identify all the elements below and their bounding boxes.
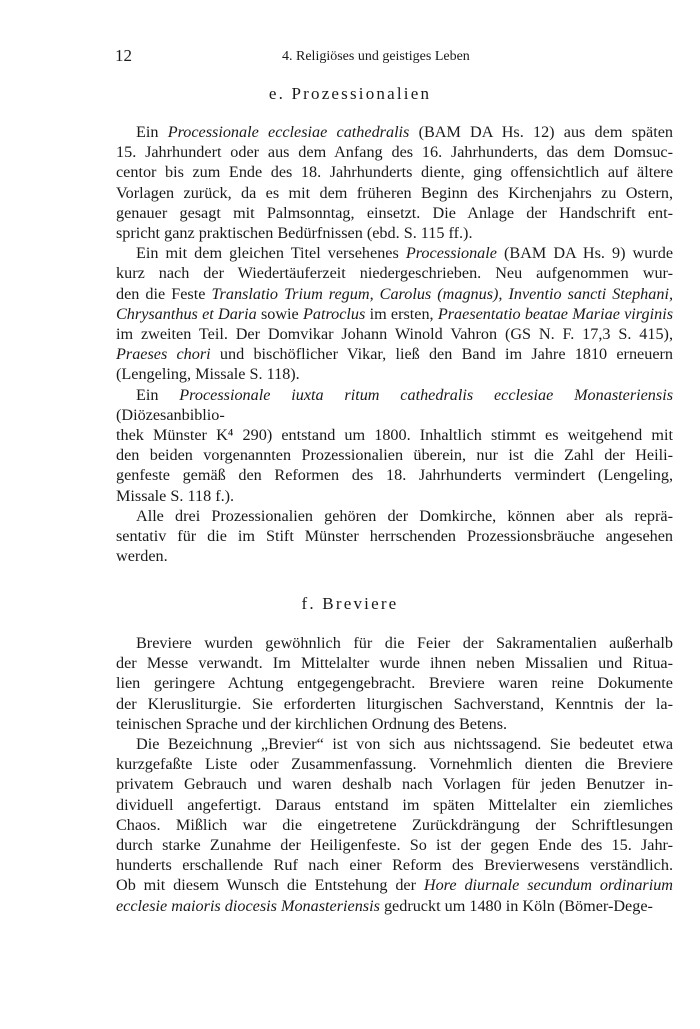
text-run: Ein	[136, 385, 180, 404]
italic-title: Chrysanthus et Daria	[116, 304, 257, 323]
text-line	[116, 465, 673, 485]
text-run: genauer gesagt mit Palmsonntag, einsetzt. Die Anlage der Handschrift ent-	[116, 203, 673, 222]
text-run: kurz nach der Wiedertäuferzeit niedergeschrieben. Neu aufgenommen wur-	[116, 264, 673, 283]
text-run: genfeste gemäß den Reformen des 18. Jahrhunderts vermindert (Lengeling,	[116, 466, 673, 485]
text-line	[116, 122, 673, 142]
text-run: sowie	[256, 304, 303, 323]
text-line	[116, 633, 673, 653]
text-line	[116, 795, 673, 815]
text-line	[116, 142, 673, 162]
text-line	[116, 896, 673, 916]
text-line	[116, 855, 673, 875]
text-run: centor bis zum Ende des 18. Jahrhunderts diente, ging offensichtlich auf ältere	[116, 163, 673, 182]
text-line	[116, 284, 673, 304]
text-run: gedruckt um 1480 in Köln (Bömer-Dege-	[379, 896, 653, 915]
text-run: Die Bezeichnung „Brevier“ ist von sich aus nichtssagend. Sie bedeutet etwa	[136, 735, 673, 754]
text-line	[116, 875, 673, 895]
italic-title: Processionale	[405, 244, 497, 263]
section-heading-f: f. Breviere	[301, 594, 399, 613]
text-run: und bischöflicher Vikar, ließ den Band im Jahre 1810 erneuern	[210, 345, 673, 364]
text-run: Vorlagen zurück, da es mit dem früheren Beginn des Kirchenjahrs zu Ostern,	[116, 183, 673, 202]
text-line	[116, 673, 673, 693]
text-line	[116, 162, 673, 182]
text-line	[116, 526, 673, 546]
text-run: Ob mit diesem Wunsch die Entstehung der	[116, 876, 424, 895]
text-line	[116, 223, 673, 243]
text-line	[116, 243, 673, 263]
text-run: im ersten,	[365, 304, 438, 323]
text-run: der Klerusliturgie. Sie erforderten liturgischen Sachverstand, Kenntnis der la-	[116, 694, 673, 713]
text-line	[116, 546, 673, 566]
section-heading-e: e. Prozessionalien	[268, 84, 432, 103]
text-line	[116, 486, 673, 506]
text-run: kurzgefaßte Liste oder Zusammenfassung. Vornehmlich dienten die Breviere	[116, 755, 673, 774]
text-line	[116, 815, 673, 835]
text-line	[116, 774, 673, 794]
text-run: (Lengeling, Missale S. 118).	[116, 365, 300, 384]
text-run: durch starke Zunahme der Heiligenfeste. So ist der gegen Ende des 15. Jahr-	[116, 836, 673, 855]
section-body-f	[116, 633, 673, 916]
text-line	[116, 203, 673, 223]
text-line	[116, 324, 673, 344]
text-line	[116, 694, 673, 714]
running-head: 4. Religiöses und geistiges Leben	[282, 49, 470, 64]
text-run: werden.	[116, 547, 168, 566]
text-line	[116, 425, 673, 445]
text-line	[116, 714, 673, 734]
text-run: den die Feste	[116, 284, 212, 303]
text-line	[116, 445, 673, 465]
text-run: teinischen Sprache und der kirchlichen Ordnung des Betens.	[116, 714, 508, 733]
italic-title: Patroclus	[302, 304, 366, 323]
text-line	[116, 183, 673, 203]
text-run: Missale S. 118 f.).	[116, 486, 235, 505]
text-run: lien geringere Achtung entgegengebracht. Breviere waren reine Dokumente	[116, 674, 673, 693]
italic-title: Translatio Trium regum, Carolus (magnus), Inventio sancti Stephani,	[211, 284, 673, 303]
text-run: hunderts erschallende Ruf nach einer Reform des Brevierwesens verständlich.	[116, 856, 673, 875]
text-run: privatem Gebrauch und waren deshalb nach Vorlagen für jeden Benutzer in-	[116, 775, 673, 794]
text-run: Ein mit dem gleichen Titel versehenes	[136, 244, 406, 263]
text-line	[116, 754, 673, 774]
text-line	[116, 263, 673, 283]
text-run: spricht ganz praktischen Bedürfnissen (ebd. S. 115 ff.).	[116, 224, 473, 243]
italic-title: Hore diurnale secundum ordinarium	[423, 876, 673, 895]
text-line	[116, 506, 673, 526]
text-run: der Messe verwandt. Im Mittelalter wurde ihnen neben Missalien und Ritua-	[116, 654, 673, 673]
text-run: Alle drei Prozessionalien gehören der Domkirche, können aber als reprä-	[136, 506, 673, 525]
section-body-e	[116, 122, 673, 566]
text-run: thek Münster K⁴ 290) entstand um 1800. Inhaltlich stimmt es weitgehend mit	[116, 426, 673, 445]
text-run: Chaos. Mißlich war die eingetretene Zurückdrängung der Schriftlesungen	[116, 815, 673, 834]
text-run: (Diözesanbiblio-	[116, 405, 225, 424]
text-line	[116, 653, 673, 673]
text-run: Ein	[136, 123, 168, 141]
text-line	[116, 835, 673, 855]
italic-title: Processionale iuxta ritum cathedralis ecclesiae Monasteriensis	[179, 385, 673, 404]
text-run: 15. Jahrhundert oder aus dem Anfang des 16. Jahrhunderts, das dem Domsuc-	[116, 143, 673, 162]
text-run: Breviere wurden gewöhnlich für die Feier der Sakramentalien außerhalb	[136, 634, 673, 652]
text-line	[116, 344, 673, 364]
text-run: sentativ für die im Stift Münster herrschenden Prozessionsbräuche angesehen	[116, 527, 673, 546]
page-number: 12	[115, 46, 132, 65]
text-run: (BAM DA Hs. 12) aus dem späten	[409, 123, 673, 141]
text-line	[116, 364, 673, 384]
text-run: (BAM DA Hs. 9) wurde	[496, 244, 673, 263]
italic-title: Processionale ecclesiae cathedralis	[167, 123, 410, 141]
italic-title: Praeses chori	[116, 345, 211, 364]
italic-title: ecclesie maioris diocesis Monasteriensis	[116, 896, 380, 915]
text-run: den beiden vorgenannten Prozessionalien überein, nur ist die Zahl der Heili-	[116, 446, 673, 465]
text-line	[116, 385, 673, 425]
text-line	[116, 304, 673, 324]
text-run: dividuell angefertigt. Daraus entstand im späten Mittelalter ein ziemliches	[116, 795, 673, 814]
italic-title: Praesentatio beatae Mariae virginis	[437, 304, 673, 323]
text-line	[116, 734, 673, 754]
text-run: im zweiten Teil. Der Domvikar Johann Winold Vahron (GS N. F. 17,3 S. 415),	[116, 325, 673, 344]
